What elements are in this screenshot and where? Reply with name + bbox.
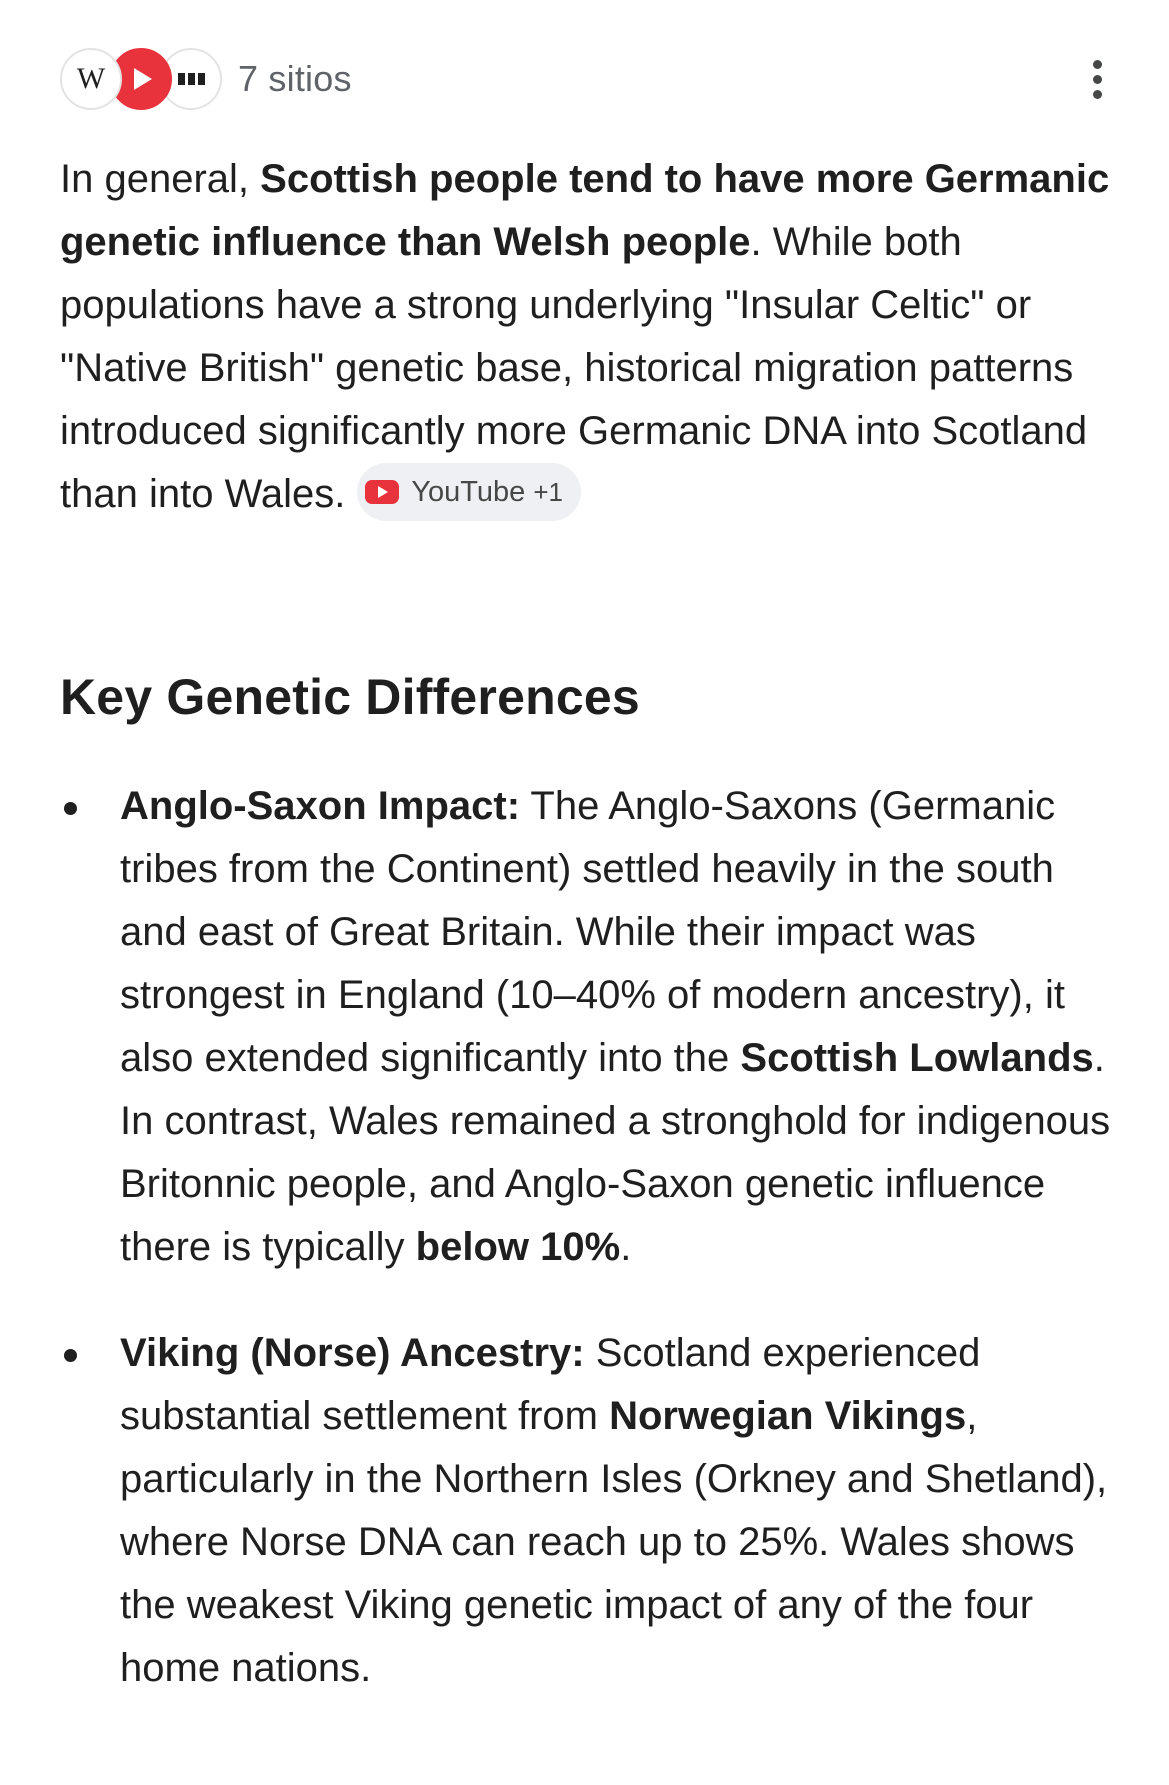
- source-chip[interactable]: [357, 463, 581, 521]
- bullet-lead: Anglo-Saxon Impact:: [120, 784, 521, 828]
- sources-bar[interactable]: [60, 46, 1109, 112]
- bullet-text: [120, 784, 1110, 1269]
- wikipedia-icon: [60, 48, 122, 110]
- bullet-icon: [64, 1349, 77, 1362]
- list-item: [60, 775, 1120, 1279]
- bullet-icon: [64, 802, 77, 815]
- chip-extra-count: +1: [533, 476, 563, 507]
- intro-prefix: In general,: [60, 157, 261, 201]
- intro-paragraph: [60, 148, 1120, 526]
- bullet-body: Scotland experienced substantial settlement from: [120, 1331, 981, 1438]
- bullet-body: .: [620, 1225, 632, 1269]
- chip-label: YouTube: [411, 475, 526, 508]
- more-vert-icon[interactable]: [1077, 52, 1117, 106]
- bullet-text: [120, 1331, 1107, 1690]
- intro-bold: Scottish people tend to have more Germanic genetic influence than Welsh people: [60, 157, 1110, 264]
- youtube-icon: [365, 480, 399, 504]
- differences-list: [60, 775, 1120, 1743]
- sources-count[interactable]: 7 sitios: [238, 58, 352, 99]
- bullet-emphasis: Scottish Lowlands: [740, 1036, 1094, 1080]
- bullet-body: . In contrast, Wales remained a stronghold for indigenous Britonnic people, and Anglo-Saxon genetic influence there is typically: [120, 1036, 1111, 1269]
- bars-glyph: [178, 73, 205, 85]
- bullet-body: , particularly in the Northern Isles (Orkney and Shetland), where Norse DNA can reach up to 25%. Wales shows the weakest Viking genetic impact of any of the four home nations.: [120, 1394, 1108, 1690]
- intro-body: . While both populations have a strong underlying "Insular Celtic" or "Native British" genetic base, historical migration patterns introduced significantly more Germanic DNA into Scotland than into Wales.: [60, 220, 1088, 516]
- bullet-emphasis: below 10%: [415, 1225, 621, 1269]
- source-favicons[interactable]: [60, 46, 222, 112]
- bullet-body: The Anglo-Saxons (Germanic tribes from the Continent) settled heavily in the south and east of Great Britain. While their impact was strongest in England (10–40% of modern ancestry), it also extended significantly into the: [120, 784, 1065, 1080]
- wikipedia-letter: W: [76, 62, 106, 95]
- section-heading: Key Genetic Differences: [60, 669, 640, 725]
- list-item: [60, 1322, 1120, 1700]
- bullet-lead: Viking (Norse) Ancestry:: [120, 1331, 585, 1375]
- bullet-emphasis: Norwegian Vikings: [609, 1394, 967, 1438]
- play-icon: [134, 68, 152, 90]
- answer-content: [60, 148, 1120, 526]
